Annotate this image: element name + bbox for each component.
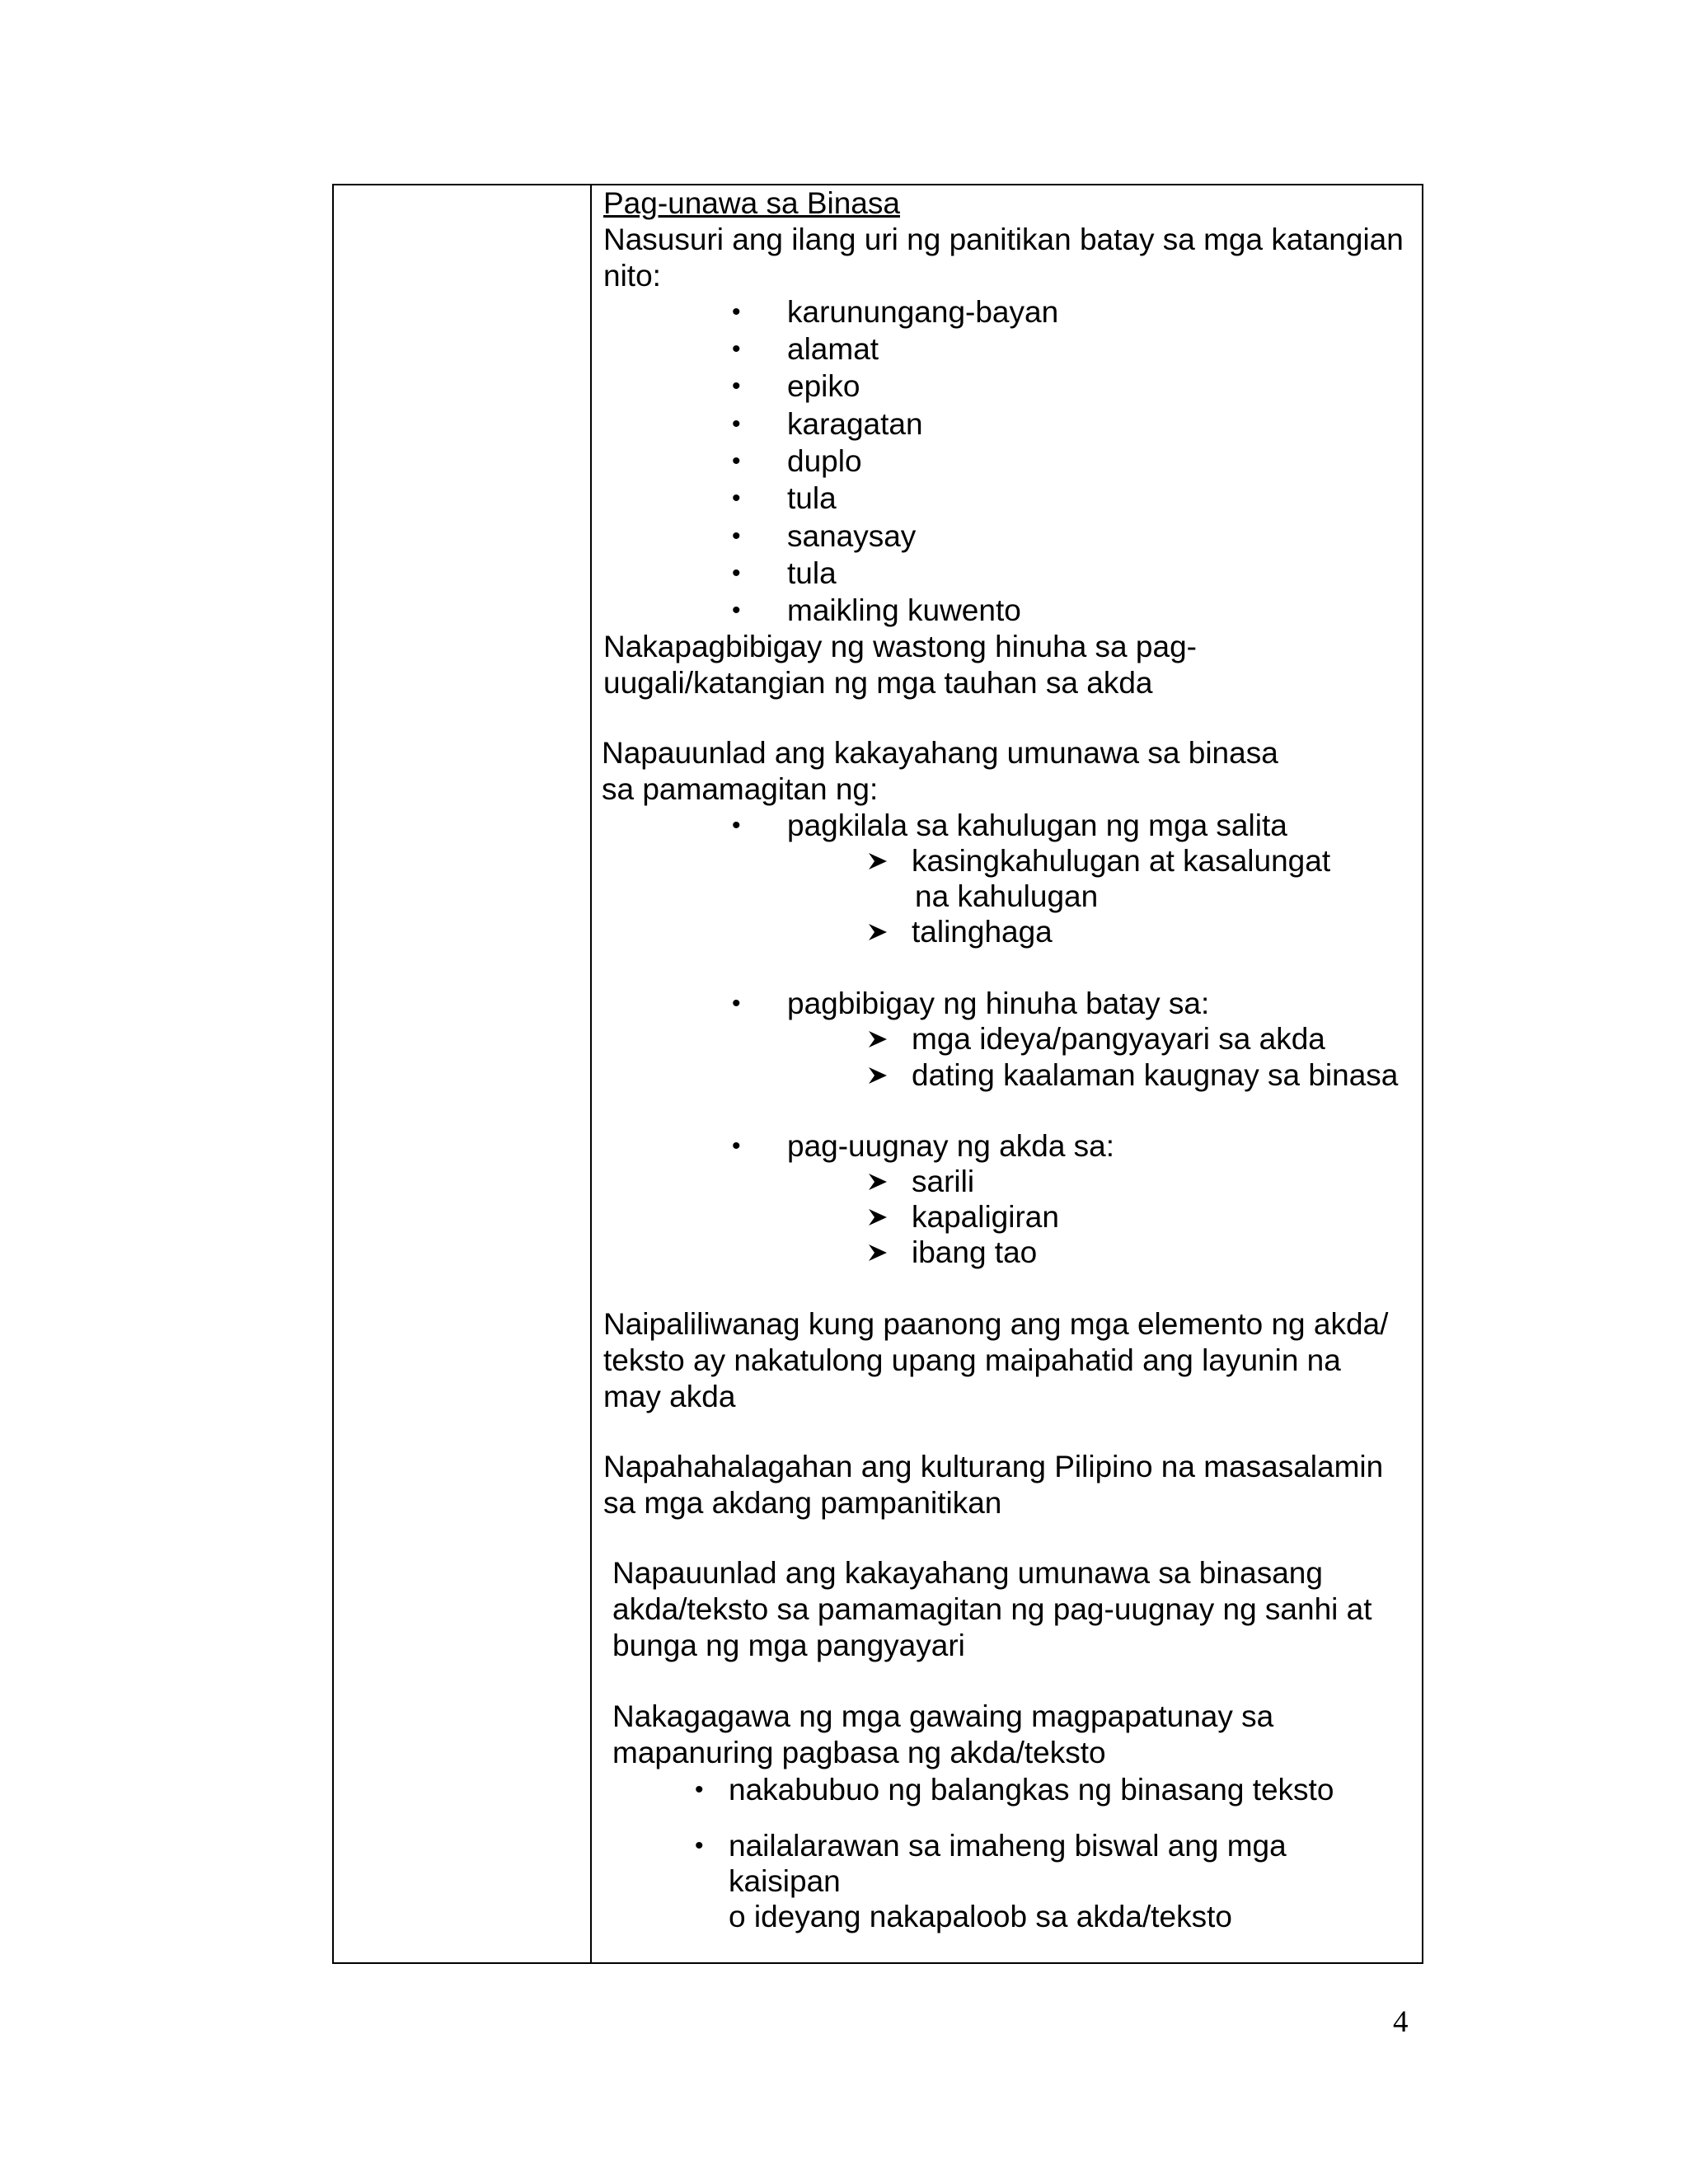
bullet-icon: • — [732, 373, 741, 400]
arrow-bullet-icon — [867, 1199, 892, 1235]
bullet-icon: • — [732, 1132, 741, 1160]
list-item: maikling kuwento — [787, 593, 1021, 627]
list-item: sanaysay — [787, 519, 917, 553]
sub-list-item: na kahulugan — [915, 879, 1099, 913]
bullet-icon: • — [732, 335, 741, 363]
sub-list-item: sarili — [912, 1165, 975, 1198]
page-number: 4 — [1393, 2005, 1409, 2039]
bullet-icon: • — [695, 1832, 704, 1859]
list-item: o ideyang nakapaloob sa akda/teksto — [729, 1900, 1232, 1933]
paragraph-line: may akda — [603, 1380, 736, 1413]
paragraph-line: Napahahalagahan ang kulturang Pilipino na masasalamin — [603, 1450, 1384, 1483]
sub-list-item: talinghaga — [912, 915, 1053, 949]
list-item: epiko — [787, 369, 860, 403]
paragraph-line: Napauunlad ang kakayahang umunawa sa binasa — [602, 736, 1278, 770]
bullet-icon: • — [732, 485, 741, 512]
arrow-bullet-icon — [867, 1235, 892, 1271]
bullet-icon: • — [732, 990, 741, 1017]
list-item: karagatan — [787, 407, 923, 441]
list-item: pagkilala sa kahulugan ng mga salita — [787, 808, 1287, 842]
paragraph-line: Nakapagbibigay ng wastong hinuha sa pag- — [603, 630, 1197, 663]
bullet-icon: • — [732, 560, 741, 587]
paragraph-line: sa pamamagitan ng: — [602, 772, 879, 806]
intro-line: Nasusuri ang ilang uri ng panitikan batay sa mga katangian — [603, 223, 1404, 256]
sub-list-item: ibang tao — [912, 1235, 1038, 1269]
paragraph-line: teksto ay nakatulong upang maipahatid ang layunin na — [603, 1343, 1341, 1377]
list-item: karunungang-bayan — [787, 295, 1059, 329]
sub-list-item: mga ideya/pangyayari sa akda — [912, 1022, 1325, 1056]
bullet-icon: • — [732, 523, 741, 550]
arrow-bullet-icon — [867, 1057, 892, 1094]
list-item: pag-uugnay ng akda sa: — [787, 1129, 1115, 1163]
arrow-bullet-icon — [867, 843, 892, 879]
paragraph-line: Nakagagawa ng mga gawaing magpapatunay sa — [612, 1699, 1274, 1733]
list-item: kaisipan — [729, 1864, 841, 1898]
paragraph-line: Naipaliliwanag kung paanong ang mga elemento ng akda/ — [603, 1307, 1389, 1341]
bullet-icon: • — [732, 597, 741, 624]
list-item: nakabubuo ng balangkas ng binasang teksto — [729, 1773, 1334, 1807]
list-item: pagbibigay ng hinuha batay sa: — [787, 987, 1210, 1020]
arrow-bullet-icon — [867, 914, 892, 950]
paragraph-line: Napauunlad ang kakayahang umunawa sa binasang — [612, 1556, 1323, 1590]
bullet-icon: • — [732, 298, 741, 326]
list-item: alamat — [787, 332, 879, 366]
intro-line: nito: — [603, 259, 661, 293]
bullet-icon: • — [732, 812, 741, 839]
list-item: duplo — [787, 444, 862, 478]
paragraph-line: mapanuring pagbasa ng akda/teksto — [612, 1736, 1106, 1769]
paragraph-line: uugali/katangian ng mga tauhan sa akda — [603, 666, 1153, 700]
bullet-icon: • — [732, 410, 741, 438]
section-heading: Pag-unawa sa Binasa — [603, 186, 900, 220]
sub-list-item: dating kaalaman kaugnay sa binasa — [912, 1058, 1399, 1092]
sub-list-item: kasingkahulugan at kasalungat — [912, 844, 1331, 878]
sub-list-item: kapaligiran — [912, 1200, 1059, 1234]
list-item: tula — [787, 556, 837, 590]
paragraph-line: bunga ng mga pangyayari — [612, 1629, 965, 1662]
paragraph-line: sa mga akdang pampanitikan — [603, 1486, 1002, 1520]
bullet-icon: • — [732, 448, 741, 475]
paragraph-line: akda/teksto sa pamamagitan ng pag-uugnay ng sanhi at — [612, 1592, 1372, 1626]
bullet-icon: • — [695, 1776, 704, 1803]
arrow-bullet-icon — [867, 1021, 892, 1057]
list-item: tula — [787, 481, 837, 515]
column-divider — [590, 185, 592, 1962]
list-item: nailalarawan sa imaheng biswal ang mga — [729, 1829, 1287, 1863]
arrow-bullet-icon — [867, 1164, 892, 1200]
